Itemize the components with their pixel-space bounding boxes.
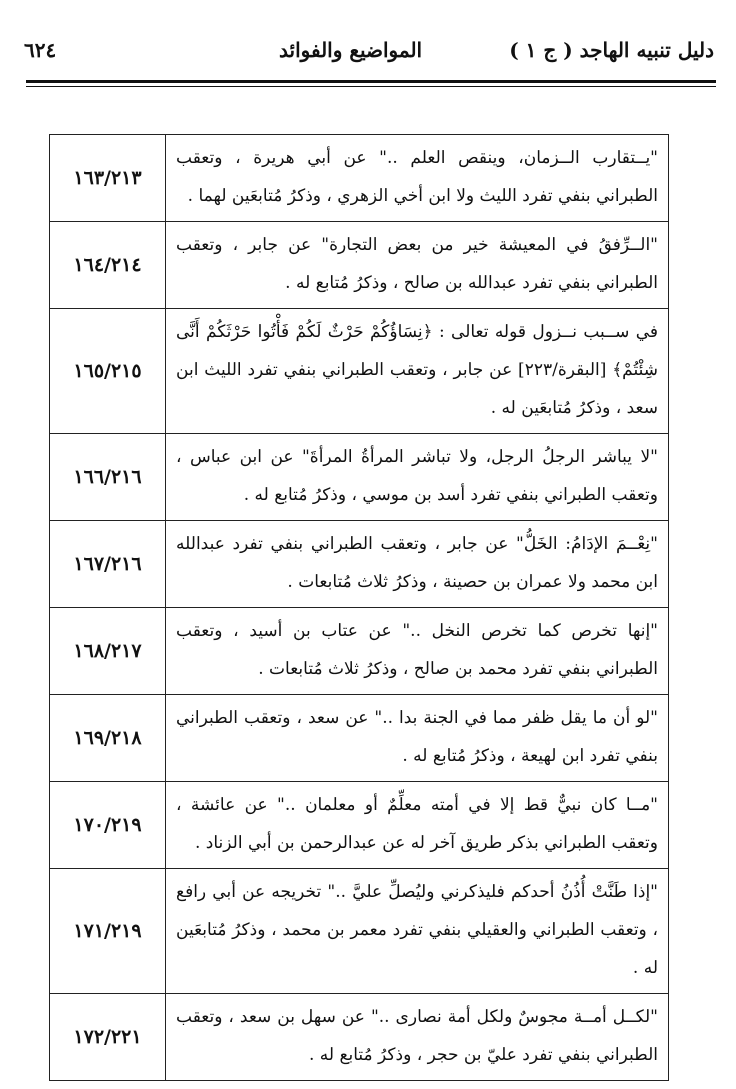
entry-text: "لا يباشر الرجلُ الرجل، ولا تباشر المرأةُ المرأةَ" عن ابن عباس ، وتعقب الطبراني بنفي تفرد أسد بن موسي ، وذكرُ مُتابع له . bbox=[166, 434, 669, 521]
table-row bbox=[50, 782, 669, 869]
entries-table bbox=[49, 134, 669, 1081]
entry-text: "لكــل أمــة مجوسٌ ولكل أمة نصارى .." عن سهل بن سعد ، وتعقب الطبراني بنفي تفرد عليّ بن حجر ، وذكرُ مُتابع له . bbox=[166, 994, 669, 1081]
entry-text: "الــرِّفقُ في المعيشة خير من بعض التجارة" عن جابر ، وتعقب الطبراني بنفي تفرد عبدالله بن صالح ، وذكرُ مُتابع له . bbox=[166, 222, 669, 309]
table-row bbox=[50, 309, 669, 434]
entry-reference: ١٦٧/٢١٦ bbox=[50, 521, 166, 608]
entry-reference: ١٦٨/٢١٧ bbox=[50, 608, 166, 695]
page-header bbox=[24, 34, 714, 68]
page-number: ٦٢٤ bbox=[24, 38, 57, 62]
table-row bbox=[50, 222, 669, 309]
table-row bbox=[50, 994, 669, 1081]
entry-reference: ١٦٦/٢١٦ bbox=[50, 434, 166, 521]
entry-text: "مــا كان نبيٌّ قط إلا في أمته معلِّمٌ أو معلمان .." عن عائشة ، وتعقب الطبراني بذكر طريق آخر له عن عبدالرحمن بن أبي الزناد . bbox=[166, 782, 669, 869]
entry-text: "إنها تخرص كما تخرص النخل .." عن عتاب بن أسيد ، وتعقب الطبراني بنفي تفرد محمد بن صالح ، وذكرُ ثلاث مُتابعات . bbox=[166, 608, 669, 695]
table-row bbox=[50, 434, 669, 521]
table-row bbox=[50, 135, 669, 222]
entry-text: "يــتقارب الــزمان، وينقص العلم .." عن أبي هريرة ، وتعقب الطبراني بنفي تفرد الليث ولا ابن أخي الزهري ، وذكرُ مُتابعَين لهما . bbox=[166, 135, 669, 222]
entry-text: في ســبب نــزول قوله تعالى : ﴿نِسَاؤُكُمْ حَرْثٌ لَكُمْ فَأْتُوا حَرْثَكُمْ أَنَّى شِئْتُمْ﴾ [البقرة/٢٢٣] عن جابر ، وتعقب الطبراني بنفي تفرد الليث ابن سعد ، وذكرُ مُتابعَين له . bbox=[166, 309, 669, 434]
header-rule-thick bbox=[26, 80, 716, 83]
entry-reference: ١٦٩/٢١٨ bbox=[50, 695, 166, 782]
table-row bbox=[50, 608, 669, 695]
table-row bbox=[50, 695, 669, 782]
table-row bbox=[50, 521, 669, 608]
header-rule-thin bbox=[26, 86, 716, 87]
entry-text: "لو أن ما يقل ظفر مما في الجنة بدا .." عن سعد ، وتعقب الطبراني بنفي تفرد ابن لهيعة ، وذكرُ مُتابع له . bbox=[166, 695, 669, 782]
entry-reference: ١٦٥/٢١٥ bbox=[50, 309, 166, 434]
entry-reference: ١٦٤/٢١٤ bbox=[50, 222, 166, 309]
entry-reference: ١٧١/٢١٩ bbox=[50, 869, 166, 994]
entry-reference: ١٦٣/٢١٣ bbox=[50, 135, 166, 222]
section-title: المواضيع والفوائد bbox=[279, 38, 423, 62]
table-row bbox=[50, 869, 669, 994]
entry-text: "إذا طَنَّتْ أُذُنُ أحدكم فليذكرني وليُصلِّ عليَّ .." تخريجه عن أبي رافع ، وتعقب الطبراني والعقيلي بنفي تفرد معمر بن محمد ، وذكرُ مُتابعَين له . bbox=[166, 869, 669, 994]
entry-reference: ١٧٠/٢١٩ bbox=[50, 782, 166, 869]
entry-text: "نِعْــمَ الإدَامُ: الخَلُّ" عن جابر ، وتعقب الطبراني بنفي تفرد عبدالله ابن محمد ولا عمران بن حصينة ، وذكرُ ثلاث مُتابعات . bbox=[166, 521, 669, 608]
book-title: دليل تنبيه الهاجد ( ج ١ ) bbox=[509, 38, 714, 62]
entry-reference: ١٧٢/٢٢١ bbox=[50, 994, 166, 1081]
